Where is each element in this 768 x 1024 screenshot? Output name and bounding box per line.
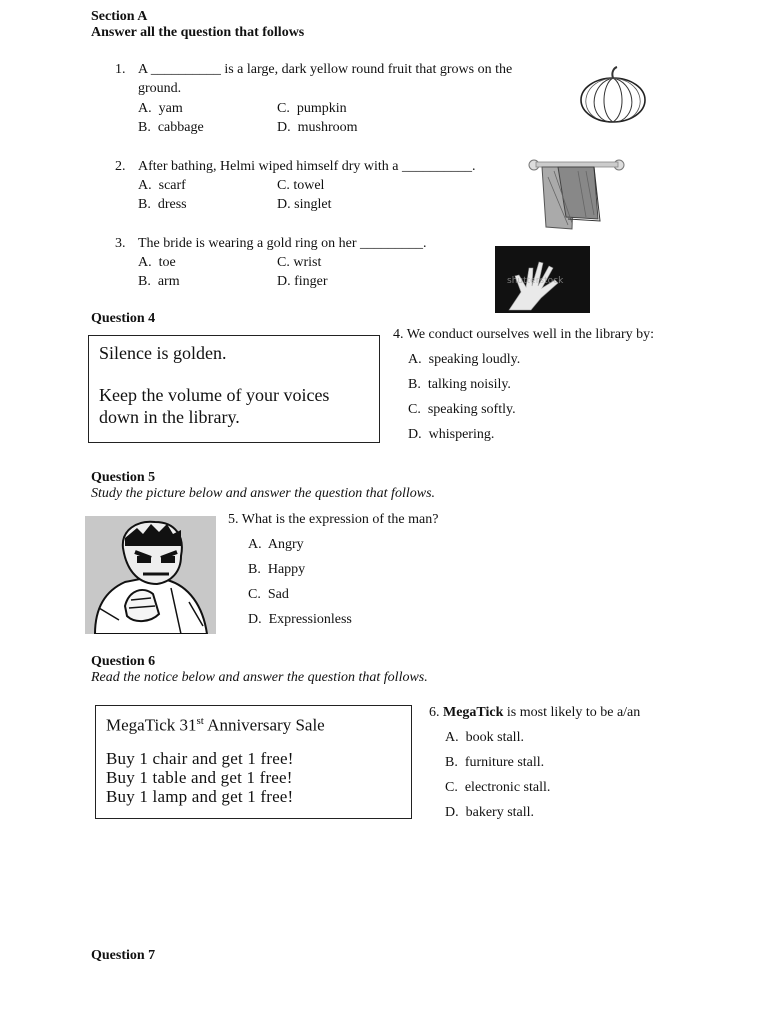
- q6-stem: 6. MegaTick is most likely to be a/an: [429, 705, 641, 720]
- q5-option-b[interactable]: B. Happy: [248, 562, 306, 577]
- q6-notice-box: [95, 705, 412, 819]
- q5-option-a[interactable]: A. Angry: [248, 537, 304, 552]
- q2-option-c[interactable]: C. towel: [277, 178, 325, 193]
- q6-notice-title: MegaTick 31st Anniversary Sale: [106, 715, 325, 735]
- section-title: Section A: [91, 9, 148, 24]
- q5-option-d[interactable]: D. Expressionless: [248, 612, 352, 627]
- q4-text-box: [88, 335, 380, 443]
- q1-stem-line1: A __________ is a large, dark yellow round fruit that grows on the: [138, 62, 513, 77]
- q7-heading: Question 7: [91, 948, 156, 963]
- q6-notice-line2: Buy 1 table and get 1 free!: [106, 768, 293, 787]
- q3-option-b[interactable]: B. arm: [138, 274, 180, 289]
- q4-option-a[interactable]: A. speaking loudly.: [408, 352, 521, 367]
- q2-option-d[interactable]: D. singlet: [277, 197, 332, 212]
- angry-man-image: [85, 516, 216, 634]
- watermark-text: shutterstock: [507, 276, 564, 286]
- q6-instruction: Read the notice below and answer the question that follows.: [91, 670, 428, 685]
- q6-option-c[interactable]: C. electronic stall.: [445, 780, 551, 795]
- q5-instruction: Study the picture below and answer the question that follows.: [91, 486, 436, 501]
- q3-option-d[interactable]: D. finger: [277, 274, 328, 289]
- q6-notice-line1: Buy 1 chair and get 1 free!: [106, 749, 294, 768]
- q5-stem: 5. What is the expression of the man?: [228, 512, 439, 527]
- q4-stem: 4. We conduct ourselves well in the library by:: [393, 327, 655, 342]
- q4-option-b[interactable]: B. talking noisily.: [408, 377, 511, 392]
- hand-image: [495, 246, 590, 313]
- q4-option-d[interactable]: D. whispering.: [408, 427, 495, 442]
- q3-option-a[interactable]: A. toe: [138, 255, 176, 270]
- q4-box-line1: Silence is golden.: [99, 343, 227, 363]
- q3-number: 3.: [115, 236, 126, 251]
- q5-heading: Question 5: [91, 470, 156, 485]
- q2-option-a[interactable]: A. scarf: [138, 178, 186, 193]
- pumpkin-image: [578, 64, 648, 126]
- q6-option-d[interactable]: D. bakery stall.: [445, 805, 535, 820]
- q1-option-a[interactable]: A. yam: [138, 101, 183, 116]
- q1-option-c[interactable]: C. pumpkin: [277, 101, 347, 116]
- q1-option-b[interactable]: B. cabbage: [138, 120, 204, 135]
- q3-option-c[interactable]: C. wrist: [277, 255, 322, 270]
- q6-heading: Question 6: [91, 654, 156, 669]
- section-instruction: Answer all the question that follows: [91, 25, 305, 40]
- q2-stem: After bathing, Helmi wiped himself dry with a __________.: [138, 159, 476, 174]
- q4-box-line3: down in the library.: [99, 407, 240, 427]
- q6-notice-line3: Buy 1 lamp and get 1 free!: [106, 787, 294, 806]
- q2-number: 2.: [115, 159, 126, 174]
- q1-number: 1.: [115, 62, 126, 77]
- q4-option-c[interactable]: C. speaking softly.: [408, 402, 516, 417]
- q6-option-a[interactable]: A. book stall.: [445, 730, 524, 745]
- q1-stem-line2: ground.: [138, 81, 182, 96]
- q2-option-b[interactable]: B. dress: [138, 197, 187, 212]
- q4-box-line2: Keep the volume of your voices: [99, 385, 330, 405]
- q5-option-c[interactable]: C. Sad: [248, 587, 289, 602]
- q6-option-b[interactable]: B. furniture stall.: [445, 755, 545, 770]
- q3-stem: The bride is wearing a gold ring on her _________.: [138, 236, 427, 251]
- towel-image: [528, 157, 626, 233]
- q1-option-d[interactable]: D. mushroom: [277, 120, 358, 135]
- q4-heading: Question 4: [91, 311, 156, 326]
